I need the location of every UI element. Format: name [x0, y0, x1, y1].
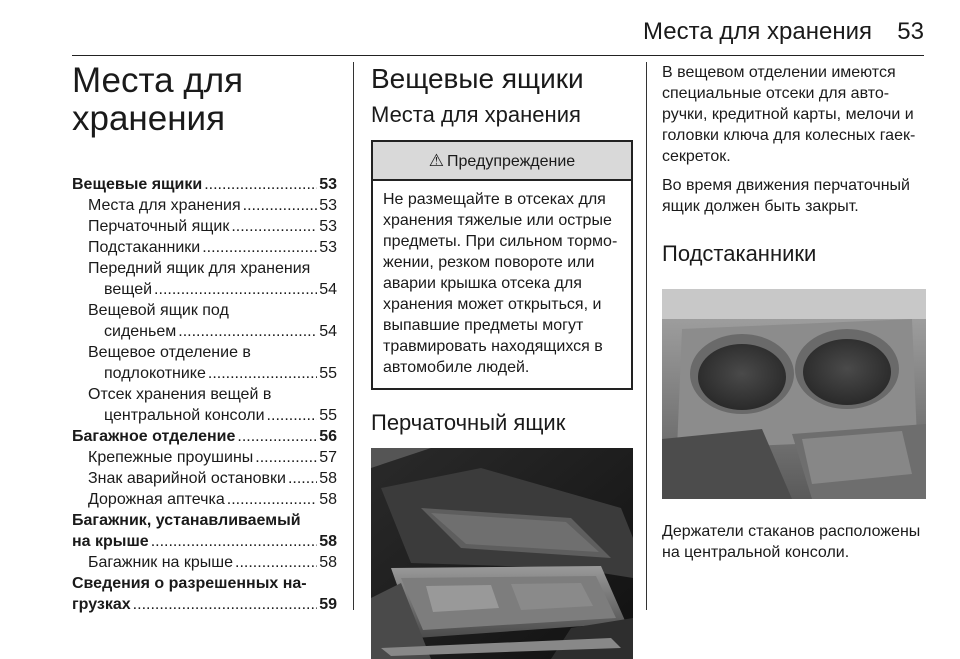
subsection-title: Перчаточный ящик [371, 410, 566, 435]
right-column [662, 62, 926, 563]
toc-entry[interactable]: на крыше ..... 58 [72, 531, 337, 552]
toc-entry[interactable]: Дорожная аптечка ..... 58 [72, 489, 337, 510]
header-rule [72, 55, 924, 56]
toc-entry-label: Отсек хранения вещей в [88, 386, 272, 403]
toc-entry[interactable]: Крепежные проушины ..... 57 [72, 447, 337, 468]
toc-entry-label: Багажник, устанавливаемый [72, 512, 301, 529]
column-divider [353, 62, 354, 610]
toc-entry-label: Сведения о разрешенных на- [72, 575, 307, 592]
warning-header [373, 142, 631, 181]
toc-entry[interactable]: Вещевые ящики ..... 53 [72, 174, 337, 195]
photo-caption: Держатели стаканов расположены на центральной консоли. [662, 523, 921, 561]
toc-entry[interactable]: Подстаканники ..... 53 [72, 237, 337, 258]
warning-triangle-icon: ⚠ [428, 151, 445, 170]
toc-entry[interactable]: Места для хранения ..... 53 [72, 195, 337, 216]
table-of-contents [72, 62, 337, 615]
section-title: Вещевые ящики [371, 63, 584, 94]
page-number: 53 [897, 18, 924, 45]
toc-entry-label: Вещевое отделение в [88, 344, 251, 361]
warning-text: Не размещайте в отсеках для хранения тяжелые или острые предметы. При сильном тормо-жении, резком повороте или аварии крышка отсека для хранения может открыться, и выпавшие предметы могут травмировать находящихся в автомобиле людей. [383, 191, 618, 376]
toc-entry[interactable]: Перчаточный ящик ..... 53 [72, 216, 337, 237]
warning-box [371, 140, 633, 390]
toc-entry[interactable]: грузках ..... 59 [72, 594, 337, 615]
paragraph: В вещевом отделении имеются специальные отсеки для авто-ручки, кредитной карты, мелочи и головки ключа для колесных гаек-секреток. [662, 64, 916, 165]
middle-column [371, 62, 633, 659]
toc-entry[interactable]: сиденьем ..... 54 [72, 321, 337, 342]
subsection-title: Подстаканники [662, 241, 817, 266]
toc-entry[interactable]: вещей ..... 54 [72, 279, 337, 300]
toc-entry-label: Передний ящик для хранения [88, 260, 311, 277]
column-divider [646, 62, 647, 610]
toc-entry-label: Вещевой ящик под [88, 302, 229, 319]
toc-entry[interactable]: Знак аварийной остановки ..... 58 [72, 468, 337, 489]
paragraph: Во время движения перчаточный ящик должен быть закрыт. [662, 177, 910, 215]
toc-entry[interactable]: подлокотнике ..... 55 [72, 363, 337, 384]
toc-entry[interactable]: Багажник на крыше ..... 58 [72, 552, 337, 573]
toc-entry[interactable]: центральной консоли ..... 55 [72, 405, 337, 426]
glovebox-photo [371, 448, 633, 659]
warning-title: Предупреждение [447, 153, 576, 170]
running-header-title: Места для хранения [643, 18, 872, 45]
chapter-title: Места для хранения [72, 61, 244, 138]
cupholders-photo [662, 289, 926, 499]
subsection-title: Места для хранения [371, 102, 581, 127]
toc-entry[interactable]: Багажное отделение ..... 56 [72, 426, 337, 447]
